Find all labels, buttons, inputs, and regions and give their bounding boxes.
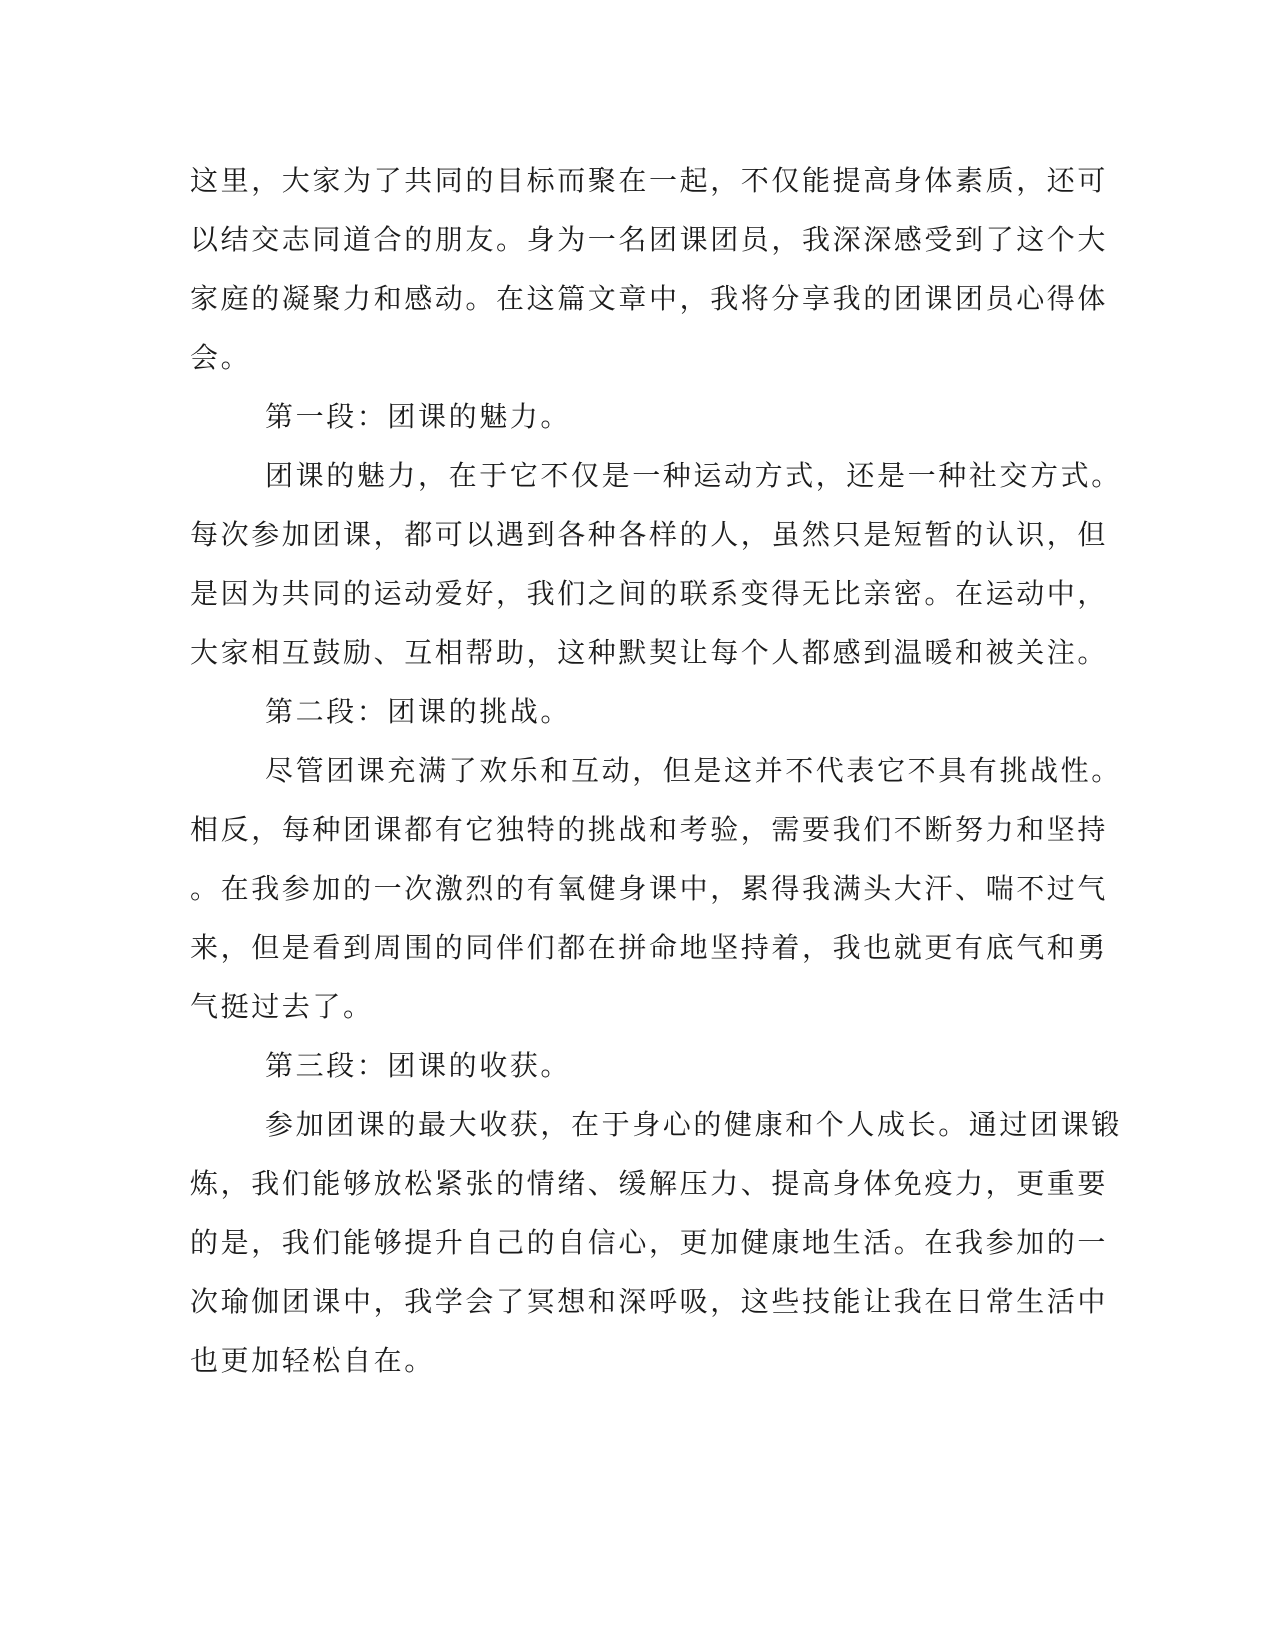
text-line: 炼，我们能够放松紧张的情绪、缓解压力、提高身体免疫力，更重要 <box>190 1167 1109 1200</box>
text-line: 。在我参加的一次激烈的有氧健身课中，累得我满头大汗、喘不过气 <box>190 872 1109 905</box>
text-line: 来，但是看到周围的同伴们都在拼命地坚持着，我也就更有底气和勇 <box>190 931 1109 964</box>
text-line: 尽管团课充满了欢乐和互动，但是这并不代表它不具有挑战性。 <box>265 754 1122 787</box>
section-heading: 第一段：团课的魅力。 <box>265 400 572 433</box>
text-line: 这里，大家为了共同的目标而聚在一起，不仅能提高身体素质，还可 <box>190 164 1109 197</box>
text-line: 大家相互鼓励、互相帮助，这种默契让每个人都感到温暖和被关注。 <box>190 636 1109 669</box>
section-heading: 第三段：团课的收获。 <box>265 1049 572 1082</box>
text-line: 也更加轻松自在。 <box>190 1344 435 1377</box>
text-line: 会。 <box>190 341 252 374</box>
text-line: 家庭的凝聚力和感动。在这篇文章中，我将分享我的团课团员心得体 <box>190 282 1109 315</box>
text-line: 以结交志同道合的朋友。身为一名团课团员，我深深感受到了这个大 <box>190 223 1109 256</box>
text-line: 的是，我们能够提升自己的自信心，更加健康地生活。在我参加的一 <box>190 1226 1109 1259</box>
text-line: 次瑜伽团课中，我学会了冥想和深呼吸，这些技能让我在日常生活中 <box>190 1285 1109 1318</box>
section-heading: 第二段：团课的挑战。 <box>265 695 572 728</box>
text-line: 气挺过去了。 <box>190 990 374 1023</box>
text-line: 是因为共同的运动爱好，我们之间的联系变得无比亲密。在运动中， <box>190 577 1109 610</box>
text-line: 每次参加团课，都可以遇到各种各样的人，虽然只是短暂的认识，但 <box>190 518 1109 551</box>
text-line: 参加团课的最大收获，在于身心的健康和个人成长。通过团课锻 <box>265 1108 1122 1141</box>
text-line: 团课的魅力，在于它不仅是一种运动方式，还是一种社交方式。 <box>265 459 1122 492</box>
text-line: 相反，每种团课都有它独特的挑战和考验，需要我们不断努力和坚持 <box>190 813 1109 846</box>
